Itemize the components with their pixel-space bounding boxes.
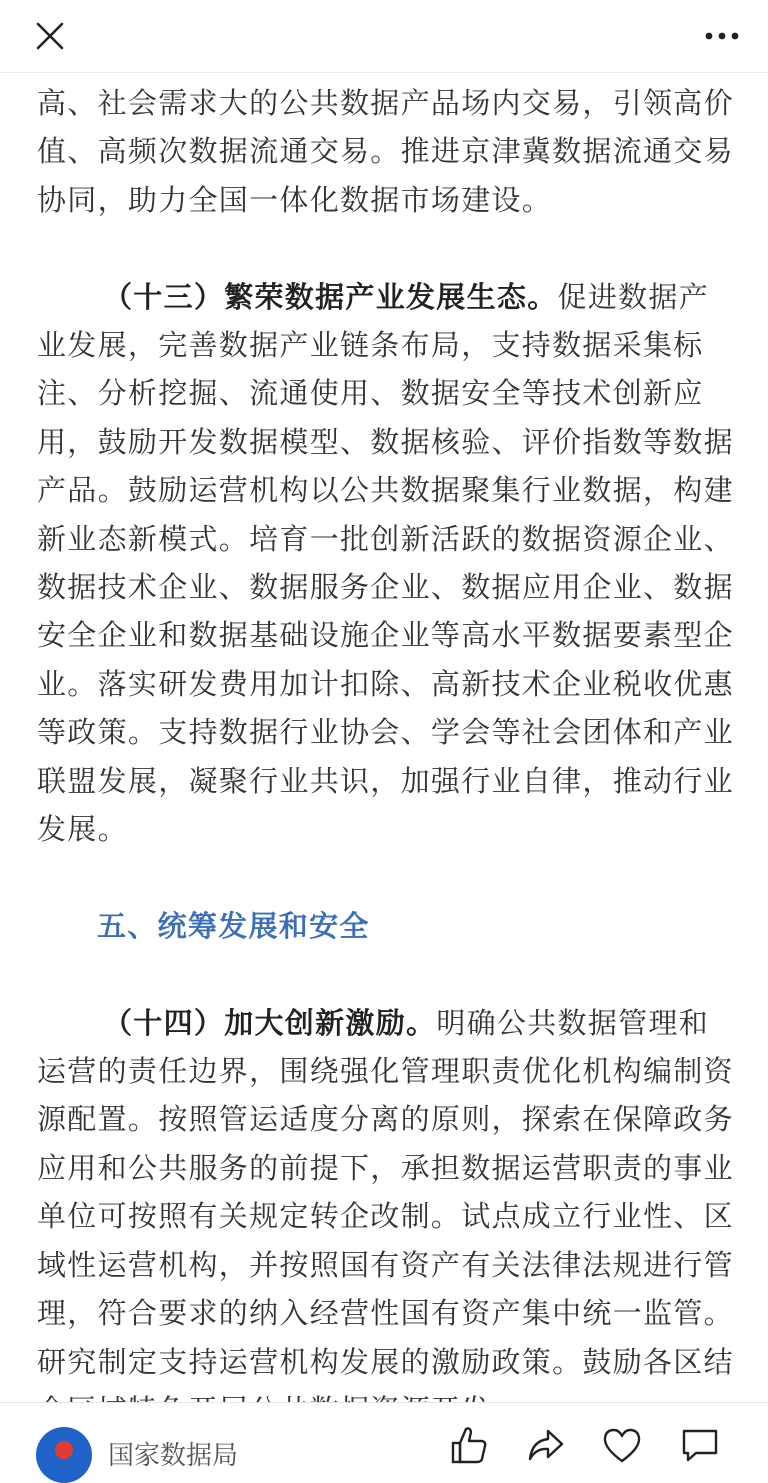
- emblem-icon: [55, 1441, 73, 1459]
- comment-icon: [676, 1421, 724, 1469]
- section-heading: 五、统筹发展和安全: [97, 908, 370, 943]
- favorite-button[interactable]: [598, 1421, 646, 1469]
- more-icon: [704, 31, 740, 41]
- article-body: [37, 79, 737, 1434]
- paragraph-gap: [37, 950, 737, 998]
- paragraph-tail: 高、社会需求大的公共数据产品场内交易，引领高价值、高频次数据流通交易。推进京津冀数据流通交易协同，助力全国一体化数据市场建设。: [37, 86, 734, 217]
- comment-button[interactable]: [676, 1421, 724, 1469]
- account-name[interactable]: 国家数据局: [108, 1441, 239, 1471]
- paragraph-14-body: 明确公共数据管理和运营的责任边界，围绕强化管理职责优化机构编制资源配置。按照管运适度分离的原则，探索在保障政务应用和公共服务的前提下，承担数据运营职责的事业单位可按照有关规定转企改制。试点成立行业性、区域性运营机构，并按照国有资产有关法律法规进行管理，符合要求的纳入经营性国有资产集中统一监管。研究制定支持运营机构发展的激励政策。鼓励各区结: [37, 1005, 734, 1379]
- paragraph-13-lead: （十三）繁荣数据产业发展生态。: [103, 279, 558, 314]
- like-button[interactable]: [446, 1421, 494, 1469]
- avatar[interactable]: [36, 1427, 92, 1483]
- paragraph-14-lead: （十四）加大创新激励。: [103, 1005, 437, 1040]
- paragraph-13-body: 促进数据产业发展，完善数据产业链条布局，支持数据采集标注、分析挖掘、流通使用、数据安全等技术创新应用，鼓励开发数据模型、数据核验、评价指数等数据产品。鼓励运营机构以公共数据聚集行业数据，构建新业态新模式。培育一批创新活跃的数据资源企业、数据技术企业、数据服务企业、数据应用企业、数据安全企业和数据基础设施企业等高水平数据要素型企业。落实研发费用加计扣除、高新技术企业税收优惠等政策。支持数据行业协会、学会等社会团体和产业联盟发展，凝聚行业共识，加强行业自律，推动行业发展。: [37, 279, 734, 847]
- paragraph-14: [37, 999, 737, 1435]
- close-button[interactable]: [26, 12, 74, 60]
- share-icon: [522, 1421, 570, 1469]
- paragraph-gap: [37, 224, 737, 272]
- heart-icon: [598, 1421, 646, 1469]
- paragraph-gap: [37, 853, 737, 901]
- paragraph-13: [37, 273, 737, 854]
- share-button[interactable]: [522, 1421, 570, 1469]
- top-bar: [0, 0, 768, 73]
- close-icon: [35, 21, 65, 51]
- more-button[interactable]: [698, 12, 746, 60]
- bottom-bar: [0, 1402, 768, 1471]
- like-icon: [446, 1421, 494, 1469]
